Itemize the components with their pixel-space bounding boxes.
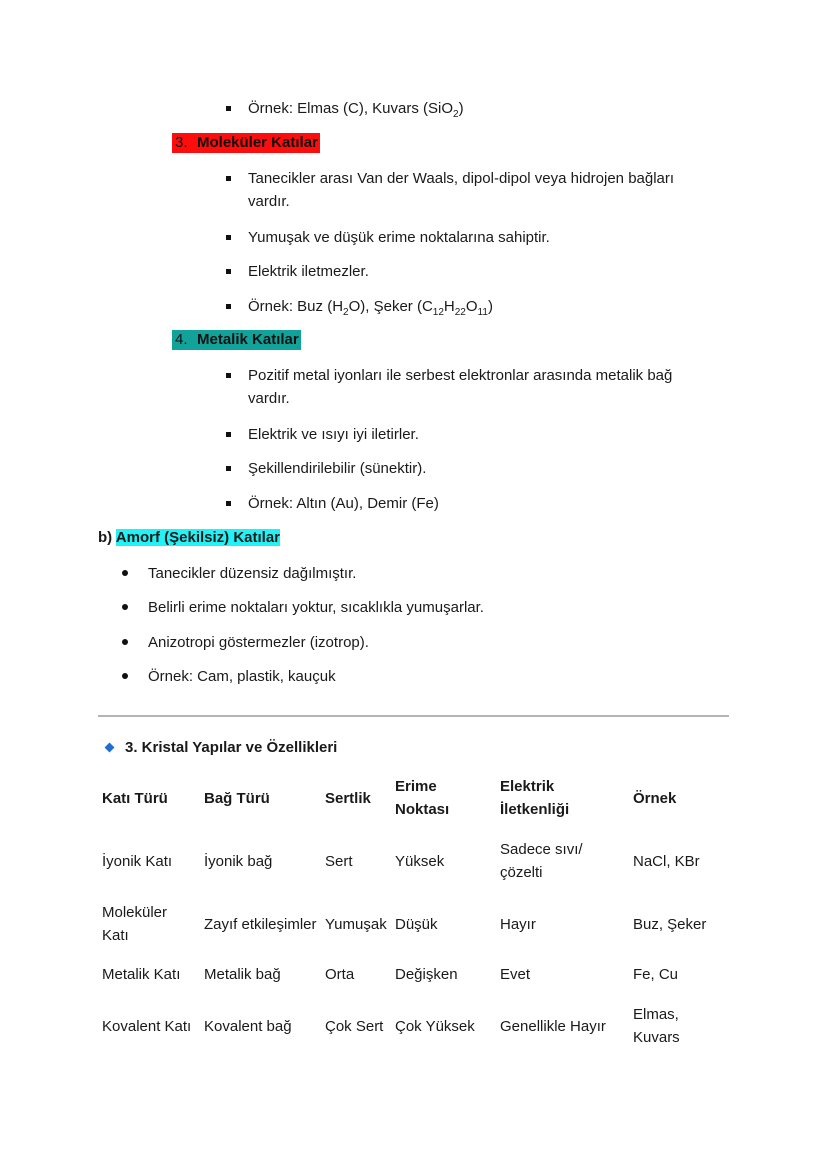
table-header-cell: Elektrik İletkenliği <box>500 778 570 818</box>
table-cell: Evet <box>500 965 531 983</box>
table-cell: Metalik Katı <box>102 965 181 983</box>
table-row <box>98 898 727 950</box>
table-cell: Moleküler Katı <box>102 904 168 944</box>
list-item: Örnek: Altın (Au), Demir (Fe) <box>226 492 716 515</box>
list-item: Yumuşak ve düşük erime noktalarına sahiptir. <box>226 226 716 249</box>
table-header-cell: Bağ Türü <box>204 789 270 807</box>
table-header-row <box>98 772 727 824</box>
square-bullet-icon <box>226 466 231 471</box>
table-cell: Yüksek <box>395 852 445 870</box>
amorphous-solids-heading: b) Amorf (Şekilsiz) Katılar <box>98 529 281 546</box>
table-cell: Kovalent bağ <box>204 1017 292 1035</box>
table-cell: Orta <box>325 965 355 983</box>
list-item: Pozitif metal iyonları ile serbest elektronlar arasında metalik bağ vardır. <box>226 364 716 410</box>
table-cell: Çok Yüksek <box>395 1017 475 1035</box>
table-header-cell: Katı Türü <box>102 789 168 807</box>
crystal-properties-table <box>98 772 727 1054</box>
table-cell: Zayıf etkileşimler <box>204 915 317 933</box>
list-item: Anizotropi göstermezler (izotrop). <box>122 631 722 654</box>
table-cell: Sadece sıvı/çözelti <box>500 841 583 881</box>
table-cell: Fe, Cu <box>633 965 679 983</box>
bullet-icon <box>122 570 128 576</box>
bullet-icon <box>122 604 128 610</box>
table-cell: Sert <box>325 852 353 870</box>
table-cell: Çok Sert <box>325 1017 384 1035</box>
horizontal-divider <box>98 715 729 717</box>
example-text: Örnek: Elmas (C), Kuvars (SiO$_2$) <box>248 100 464 120</box>
diamond-icon <box>105 742 115 752</box>
list-item: Tanecikler düzensiz dağılmıştır. <box>122 562 722 585</box>
table-cell: NaCl, KBr <box>633 852 700 870</box>
table-cell: Buz, Şeker <box>633 915 707 933</box>
list-item <box>226 295 716 318</box>
table-header-cell: Sertlik <box>325 789 371 807</box>
metallic-solids-heading: 4. Metalik Katılar <box>172 330 301 350</box>
table-row <box>98 824 727 898</box>
table-cell: Düşük <box>395 915 438 933</box>
square-bullet-icon <box>226 501 231 506</box>
table-cell: Elmas, Kuvars <box>633 1006 680 1046</box>
square-bullet-icon <box>226 432 231 437</box>
table-header-cell: Erime Noktası <box>395 778 450 818</box>
bullet-icon <box>122 673 128 679</box>
square-bullet-icon <box>226 235 231 240</box>
table-row <box>98 998 727 1054</box>
table-cell: İyonik Katı <box>102 852 173 870</box>
list-item <box>226 97 716 120</box>
square-bullet-icon <box>226 176 231 181</box>
square-bullet-icon <box>226 269 231 274</box>
list-item: Belirli erime noktaları yoktur, sıcaklıkla yumuşarlar. <box>122 596 722 619</box>
table-cell: İyonik bağ <box>204 852 273 870</box>
square-bullet-icon <box>226 304 231 309</box>
list-item: Örnek: Cam, plastik, kauçuk <box>122 665 722 688</box>
bullet-icon <box>122 639 128 645</box>
list-item: Elektrik iletmezler. <box>226 260 716 283</box>
table-cell: Hayır <box>500 915 536 933</box>
example-text: Örnek: Buz $(H_2O)$, Şeker $(C_{12}H_{22}O_{11})$ <box>248 298 493 318</box>
list-item: Şekillendirilebilir (sünektir). <box>226 457 716 480</box>
table-cell: Metalik bağ <box>204 965 281 983</box>
list-item: Elektrik ve ısıyı iyi iletirler. <box>226 423 716 446</box>
table-cell: Yumuşak <box>325 915 387 933</box>
section-title: 3. Kristal Yapılar ve Özellikleri <box>104 738 337 758</box>
table-cell: Değişken <box>395 965 458 983</box>
molecular-solids-heading: 3. Moleküler Katılar <box>172 133 320 153</box>
table-cell: Kovalent Katı <box>102 1017 192 1035</box>
square-bullet-icon <box>226 373 231 378</box>
table-row <box>98 950 727 998</box>
square-bullet-icon <box>226 106 231 111</box>
table-cell: Genellikle Hayır <box>500 1017 606 1035</box>
table-header-cell: Örnek <box>633 789 677 807</box>
list-item: Tanecikler arası Van der Waals, dipol-dipol veya hidrojen bağları vardır. <box>226 167 716 213</box>
